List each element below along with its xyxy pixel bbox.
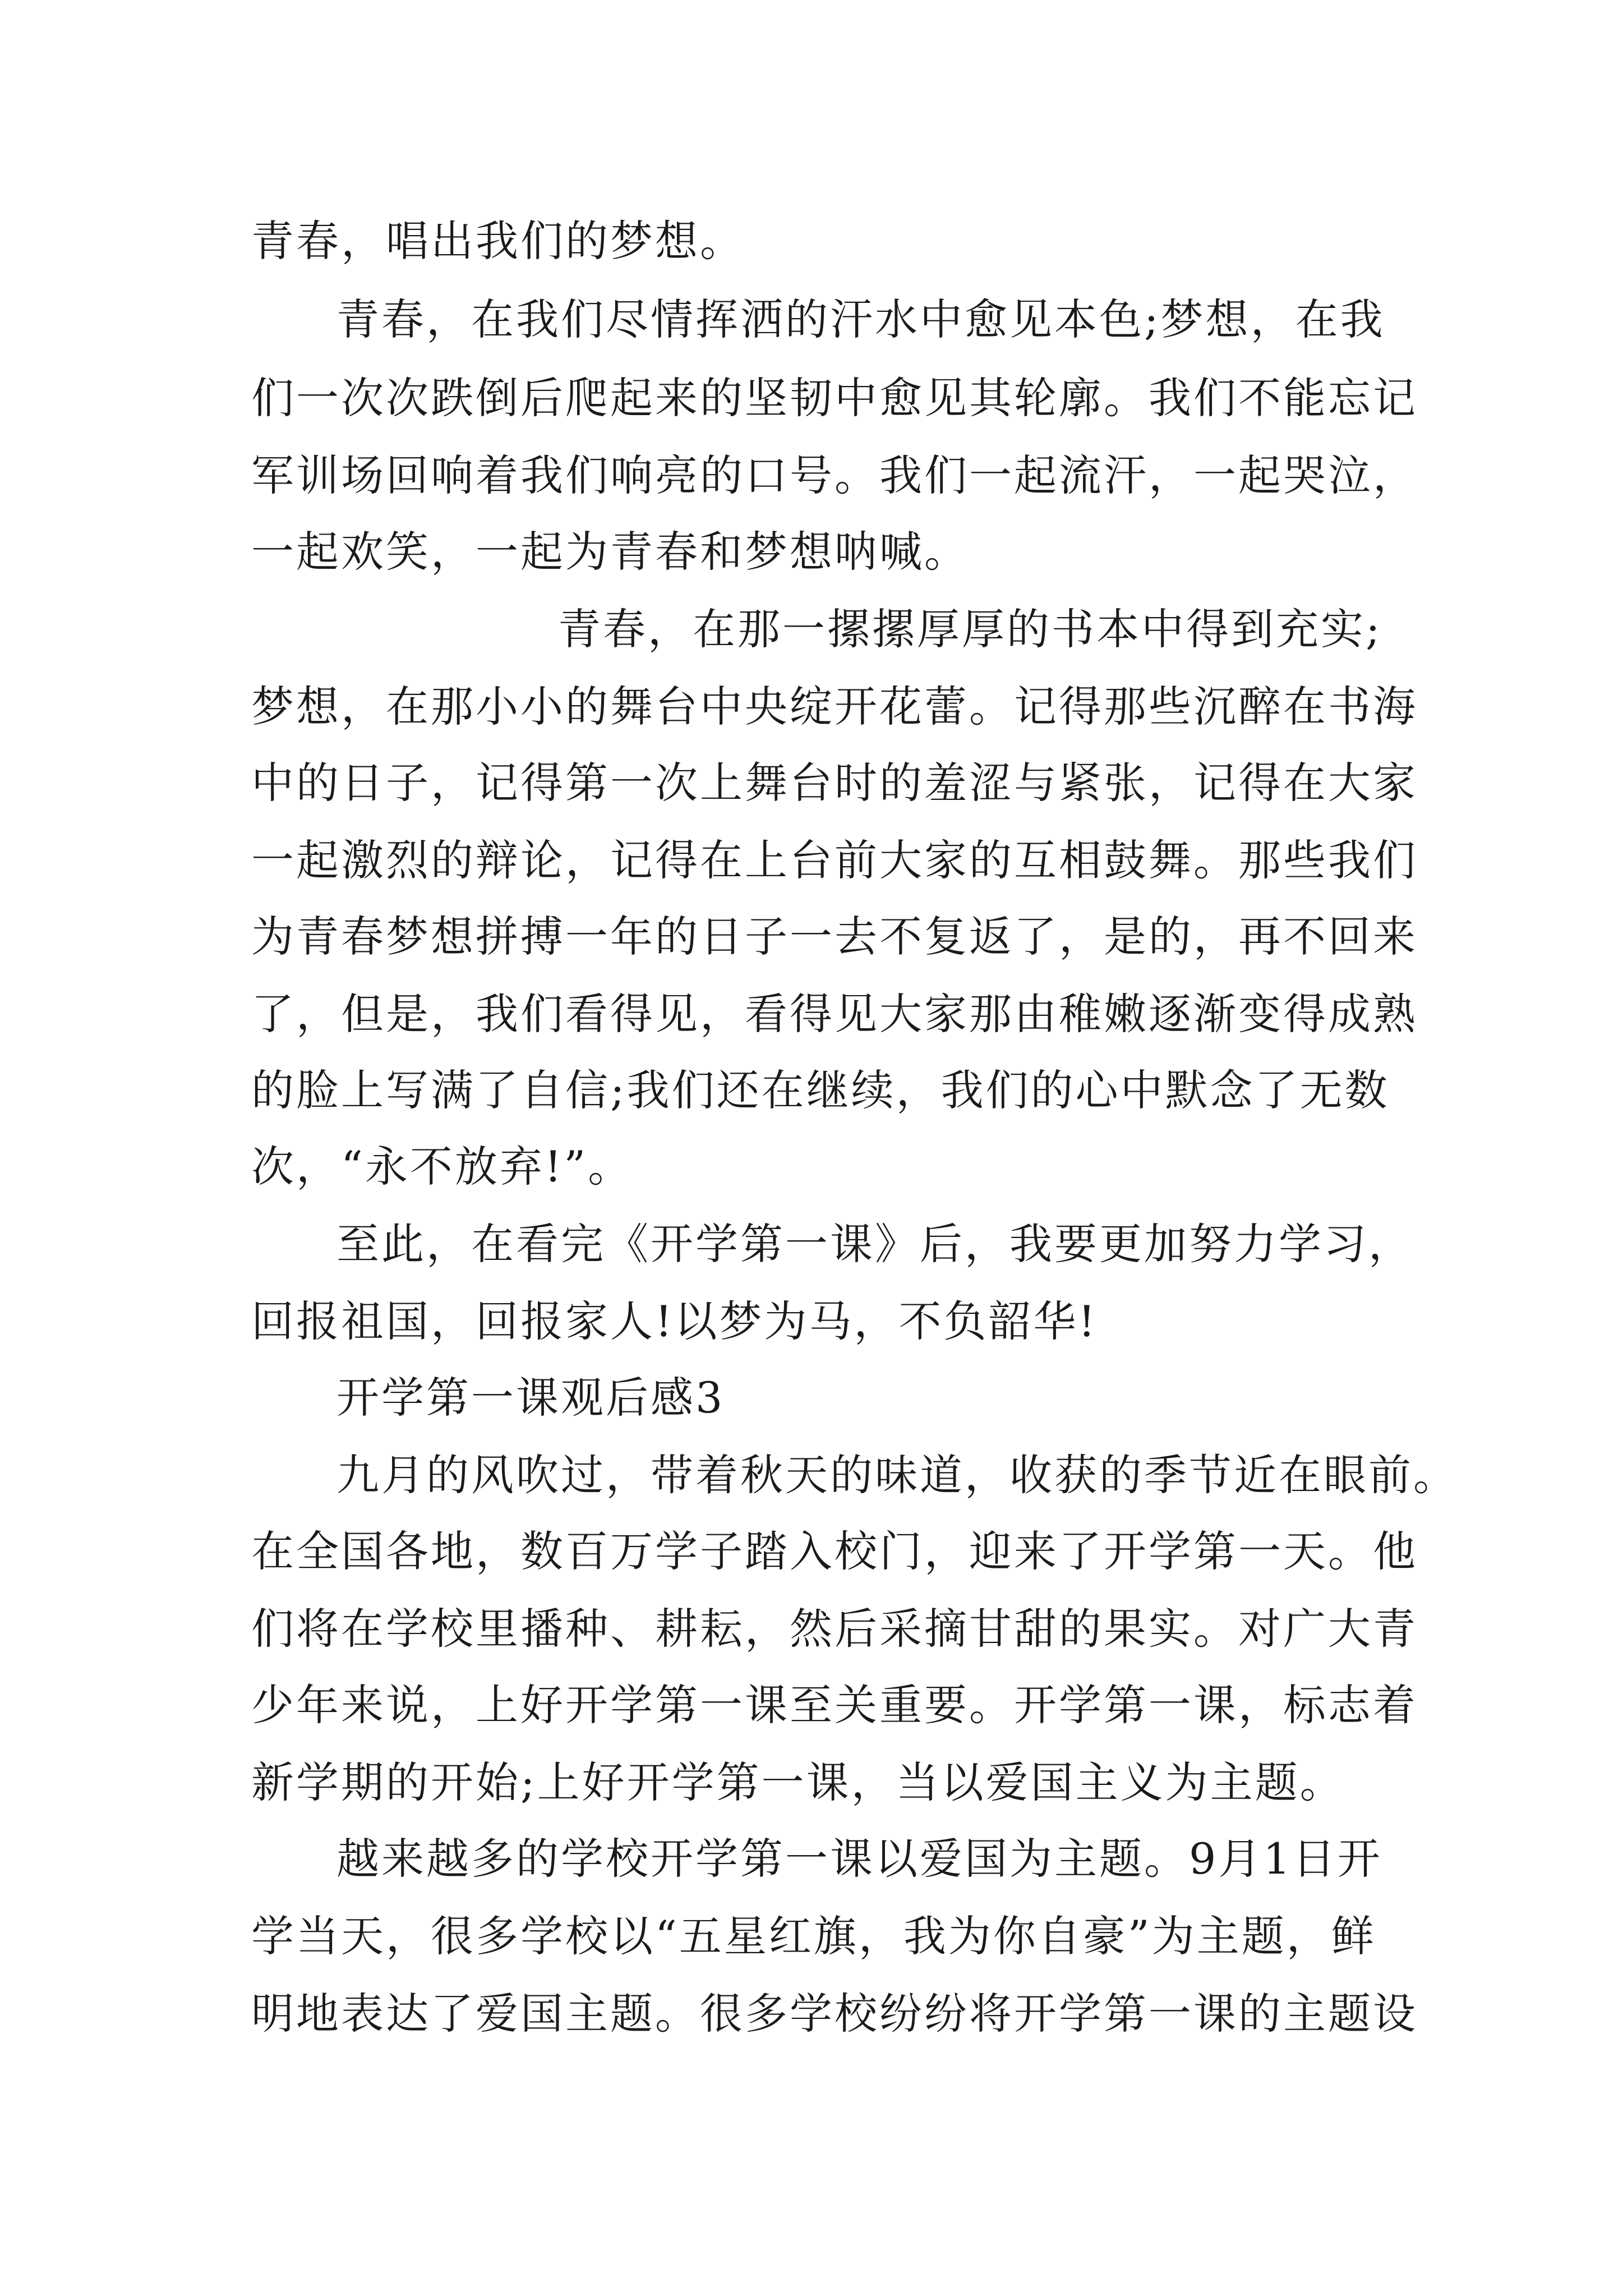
text-line: 青春，唱出我们的梦想。: [251, 216, 745, 266]
text-line: 中的日子，记得第一次上舞台时的羞涩与紧张，记得在大家: [251, 758, 1418, 808]
text-line: 军训场回响着我们响亮的口号。我们一起流汗，一起哭泣，: [251, 450, 1418, 500]
text-line: 新学期的开始;上好开学第一课，当以爱国主义为主题。: [251, 1757, 1345, 1807]
text-line: 为青春梦想拼搏一年的日子一去不复返了，是的，再不回来: [251, 912, 1418, 961]
text-line: 们一次次跌倒后爬起来的坚韧中愈见其轮廓。我们不能忘记: [251, 373, 1418, 423]
text-line: 一起激烈的辩论，记得在上台前大家的互相鼓舞。那些我们: [251, 835, 1418, 885]
text-line: 一起欢笑，一起为青春和梦想呐喊。: [251, 527, 969, 577]
text-line: 明地表达了爱国主题。很多学校纷纷将开学第一课的主题设: [251, 1989, 1418, 2039]
text-line: 了，但是，我们看得见，看得见大家那由稚嫩逐渐变得成熟: [251, 989, 1418, 1039]
text-line: 少年来说，上好开学第一课至关重要。开学第一课，标志着: [251, 1680, 1418, 1730]
text-line: 次，“永不放弃!”。: [251, 1142, 633, 1191]
text-line: 们将在学校里播种、耕耘，然后采摘甘甜的果实。对广大青: [251, 1604, 1418, 1654]
text-line: 在全国各地，数百万学子踏入校门，迎来了开学第一天。他: [251, 1526, 1418, 1576]
section-heading: 开学第一课观后感3: [336, 1373, 725, 1423]
paragraph-start: 至此，在看完《开学第一课》后，我要更加努力学习，: [336, 1219, 1413, 1269]
text-line: 学当天，很多学校以“五星红旗，我为你自豪”为主题，鲜: [251, 1911, 1376, 1961]
paragraph-start: 越来越多的学校开学第一课以爱国为主题。9月1日开: [336, 1834, 1382, 1884]
paragraph-start: 青春，在那一摞摞厚厚的书本中得到充实;: [558, 604, 1382, 654]
paragraph-start: 九月的风吹过，带着秋天的味道，收获的季节近在眼前。: [336, 1450, 1458, 1500]
text-line: 回报祖国，回报家人!以梦为马，不负韶华!: [251, 1296, 1098, 1346]
text-line: 的脸上写满了自信;我们还在继续，我们的心中默念了无数: [251, 1065, 1390, 1115]
text-line: 梦想，在那小小的舞台中央绽开花蕾。记得那些沉醉在书海: [251, 682, 1418, 731]
paragraph-start: 青春，在我们尽情挥洒的汗水中愈见本色;梦想，在我: [336, 295, 1385, 344]
